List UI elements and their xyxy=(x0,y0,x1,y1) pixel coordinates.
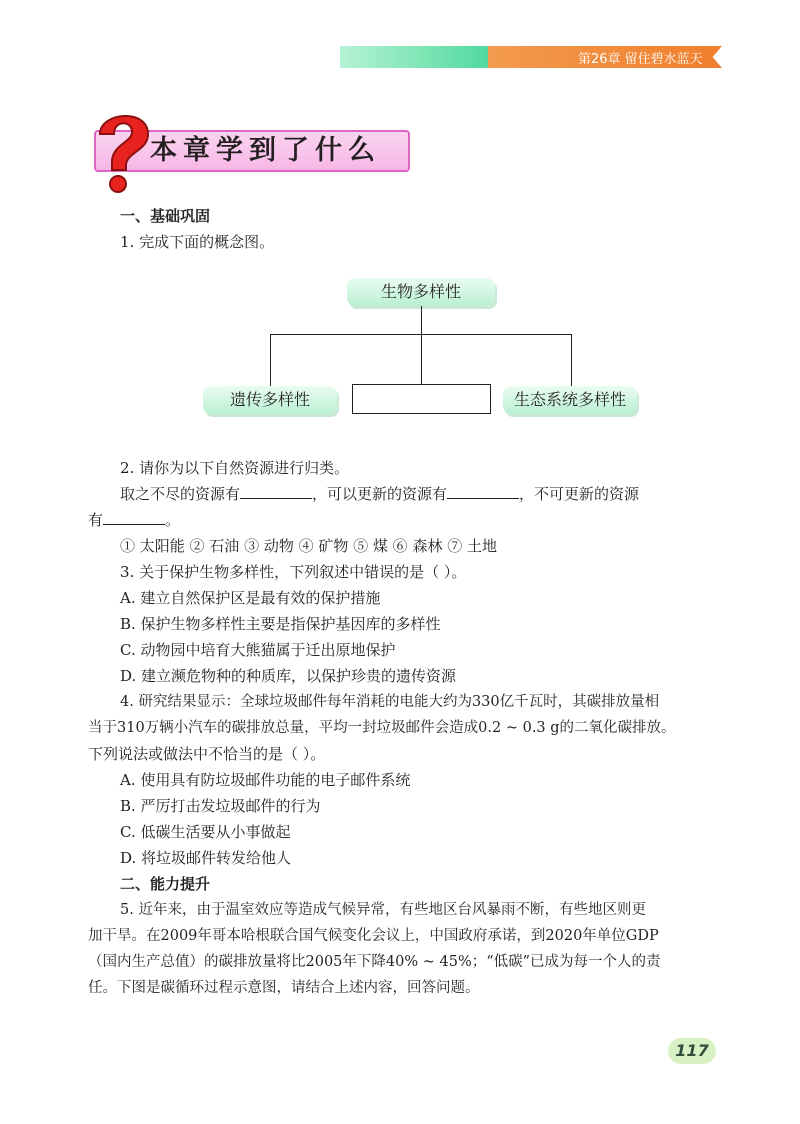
q5-line: 5. 近年来，由于温室效应等造成气候异常，有些地区台风暴雨不断，有些地区则更 xyxy=(120,902,646,918)
q5-line: 任。下图是碳循环过程示意图，请结合上述内容，回答问题。 xyxy=(88,980,480,996)
section-heading-title: 本章学到了什么 xyxy=(150,135,381,166)
q2-prompt: 2. 请你为以下自然资源进行归类。 xyxy=(120,459,350,477)
part2-heading: 二、能力提升 xyxy=(120,875,211,893)
q5-line: （国内生产总值）的碳排放量将比2005年下降40% ~ 45%；“低碳”已成为每一个人的责 xyxy=(88,954,661,970)
q2-line1 xyxy=(120,484,639,504)
connector-line xyxy=(571,334,572,386)
q2-options: ① 太阳能 ② 石油 ③ 动物 ④ 矿物 ⑤ 煤 ⑥ 森林 ⑦ 土地 xyxy=(120,537,497,555)
connector-line xyxy=(270,334,271,386)
q4-choice[interactable]: B. 严厉打击发垃圾邮件的行为 xyxy=(120,797,321,815)
q3-choice[interactable]: D. 建立濒危物种的种质库，以保护珍贵的遗传资源 xyxy=(120,667,457,685)
answer-blank[interactable] xyxy=(103,510,165,525)
q2-text: 。 xyxy=(165,511,181,529)
concept-root: 生物多样性 xyxy=(347,278,495,306)
q3-choice[interactable]: C. 动物园中培育大熊猫属于迁出原地保护 xyxy=(120,641,396,659)
part1-heading: 一、基础巩固 xyxy=(120,207,211,225)
q2-text: ，不可更新的资源 xyxy=(519,485,640,503)
q4-line: 当于310万辆小汽车的碳排放总量，平均一封垃圾邮件会造成0.2 ~ 0.3 g的二氧化碳排放。 xyxy=(88,720,676,736)
q1-prompt: 1. 完成下面的概念图。 xyxy=(120,233,275,251)
answer-blank[interactable] xyxy=(447,484,519,499)
q2-line2 xyxy=(88,510,180,530)
chapter-title: 第26章 留住碧水蓝天 xyxy=(578,52,703,67)
concept-middle-blank[interactable] xyxy=(352,384,491,414)
header-band-green xyxy=(340,46,490,68)
q4-choice[interactable]: D. 将垃圾邮件转发给他人 xyxy=(120,849,292,867)
q3-choice[interactable]: B. 保护生物多样性主要是指保护基因库的多样性 xyxy=(120,615,441,633)
q2-text: ，可以更新的资源有 xyxy=(312,485,448,503)
page-number: 117 xyxy=(668,1038,716,1064)
answer-blank[interactable] xyxy=(240,484,312,499)
q3-choice[interactable]: A. 建立自然保护区是最有效的保护措施 xyxy=(120,589,381,607)
q4-line: 下列说法或做法中不恰当的是（ ）。 xyxy=(88,745,326,763)
q4-line: 4. 研究结果显示：全球垃圾邮件每年消耗的电能大约为330亿千瓦时，其碳排放量相 xyxy=(120,694,660,710)
q2-text: 有 xyxy=(88,511,104,529)
connector-line xyxy=(270,334,572,335)
connector-line xyxy=(421,306,422,384)
q4-choice[interactable]: C. 低碳生活要从小事做起 xyxy=(120,823,291,841)
q2-text: 取之不尽的资源有 xyxy=(120,485,241,503)
q4-choice[interactable]: A. 使用具有防垃圾邮件功能的电子邮件系统 xyxy=(120,771,411,789)
q3-prompt: 3. 关于保护生物多样性，下列叙述中错误的是（ ）。 xyxy=(120,563,467,581)
q5-line: 加干旱。在2009年哥本哈根联合国气候变化会议上，中国政府承诺，到2020年单位GDP xyxy=(88,928,659,944)
concept-right: 生态系统多样性 xyxy=(503,386,637,414)
concept-left: 遗传多样性 xyxy=(203,386,337,414)
